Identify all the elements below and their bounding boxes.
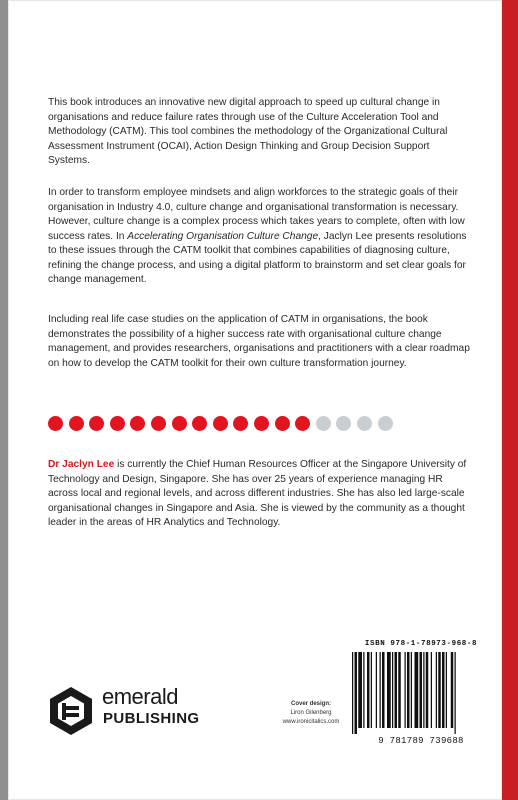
- barcode-bar: [355, 652, 358, 734]
- back-cover: [8, 0, 502, 800]
- cover-credit: [276, 700, 346, 727]
- designer-website: www.ironicitalics.com: [282, 719, 340, 725]
- barcode-bar: [423, 652, 424, 728]
- author-name: Dr Jaclyn Lee: [48, 459, 115, 470]
- barcode-bar: [352, 652, 353, 734]
- progress-dots: [48, 416, 488, 432]
- barcode-bar: [411, 652, 412, 728]
- progress-dot-filled: [213, 416, 228, 431]
- barcode-bar: [455, 652, 456, 734]
- red-spine-edge: [502, 0, 518, 800]
- logo-word-publishing: PUBLISHING: [103, 710, 200, 727]
- logo-word-emerald: emerald: [102, 684, 178, 709]
- barcode-bar: [363, 652, 364, 728]
- progress-dot-filled: [295, 416, 310, 431]
- description-paragraph-3: Including real life case studies on the application of CATM in organisations, the book demonstrates the possibility of a higher success rate with organisational culture change management, and provides researchers, organisations and practitioners with a clear roadmap on how to develop the CATM toolkit for their own culture transformation journey.: [48, 314, 470, 369]
- barcode-bar: [407, 652, 410, 728]
- barcode-bar: [376, 652, 377, 728]
- barcode-bar: [382, 652, 385, 728]
- isbn-barcode: [346, 640, 496, 748]
- paragraph-2-start: In order to transform employee mindsets and align workforces to the strategic goals of their organisation in Industry 4.0, culture change and organisational transformation is necessary. However, culture change is a complex process which takes years to complete, often with low success rates. In: [48, 187, 465, 242]
- barcode-bar: [358, 652, 362, 728]
- progress-dot-filled: [130, 416, 145, 431]
- cover-designer: Liron Gilenberg: [290, 710, 332, 716]
- author-bio-text: is currently the Chief Human Resources Officer at the Singapore University of Technology and Design, Singapore. She has over 25 years of experience managing HR across local and regional levels, and across different industries. She has also led large-scale organisational changes in Singapore and Asia. She is viewed by the community as a thought leader in the areas of HR Analytics and Technology.: [48, 459, 467, 528]
- progress-dot-filled: [254, 416, 269, 431]
- barcode-bar: [380, 652, 381, 728]
- progress-dot-empty: [316, 416, 331, 431]
- progress-dot-filled: [172, 416, 187, 431]
- barcode-bar: [395, 652, 398, 728]
- description-paragraph-1: This book introduces an innovative new digital approach to speed up cultural change in organisations and reduce failure rates through use of the Culture Acceleration Tool and Methodology (CATM). This tool combines the methodology of the Organizational Cultural Assessment Instrument (OCAI), Action Design Thinking and Group Decision Support Systems.: [48, 97, 448, 166]
- barcode-bar: [442, 652, 445, 728]
- barcode-bar: [387, 652, 391, 728]
- emerald-logo-icon: [48, 686, 94, 736]
- barcode-image: [346, 652, 496, 734]
- progress-dot-filled: [89, 416, 104, 431]
- progress-dot-filled: [275, 416, 290, 431]
- barcode-bar: [415, 652, 419, 728]
- barcode-bar: [420, 652, 423, 728]
- paragraph-2-end: , Jaclyn Lee presents resolutions to these issues through the CATM toolkit that combines capabilities of diagnosing culture, refining the change process, and using a digital platform to brainstorm and set clear goals for change management.: [48, 230, 467, 285]
- progress-dot-filled: [151, 416, 166, 431]
- barcode-bar: [446, 652, 447, 728]
- barcode-bar: [405, 652, 406, 728]
- barcode-bar: [436, 652, 437, 728]
- progress-dot-empty: [378, 416, 393, 431]
- book-title-italic: Accelerating Organisation Culture Change: [127, 230, 319, 242]
- progress-dot-filled: [110, 416, 125, 431]
- description-paragraph-2: [48, 186, 473, 288]
- barcode-bar: [367, 652, 370, 728]
- progress-dot-filled: [233, 416, 248, 431]
- cover-credit-label: Cover design:: [290, 701, 331, 707]
- barcode-bar: [451, 652, 454, 728]
- isbn-label: ISBN 978-1-78973-968-8: [364, 640, 478, 648]
- barcode-bar: [392, 652, 393, 728]
- author-bio: [48, 458, 473, 531]
- barcode-digits: 9 781789 739688: [378, 736, 464, 746]
- barcode-bar: [398, 652, 401, 728]
- barcode-bar: [371, 652, 372, 728]
- publisher-logo: [48, 686, 218, 734]
- progress-dot-empty: [357, 416, 372, 431]
- barcode-bar: [438, 652, 441, 728]
- progress-dot-empty: [336, 416, 351, 431]
- progress-dot-filled: [69, 416, 84, 431]
- barcode-bar: [431, 652, 432, 728]
- progress-dot-filled: [192, 416, 207, 431]
- progress-dot-filled: [48, 416, 63, 431]
- barcode-bar: [426, 652, 429, 728]
- barcode-bars: [346, 652, 496, 734]
